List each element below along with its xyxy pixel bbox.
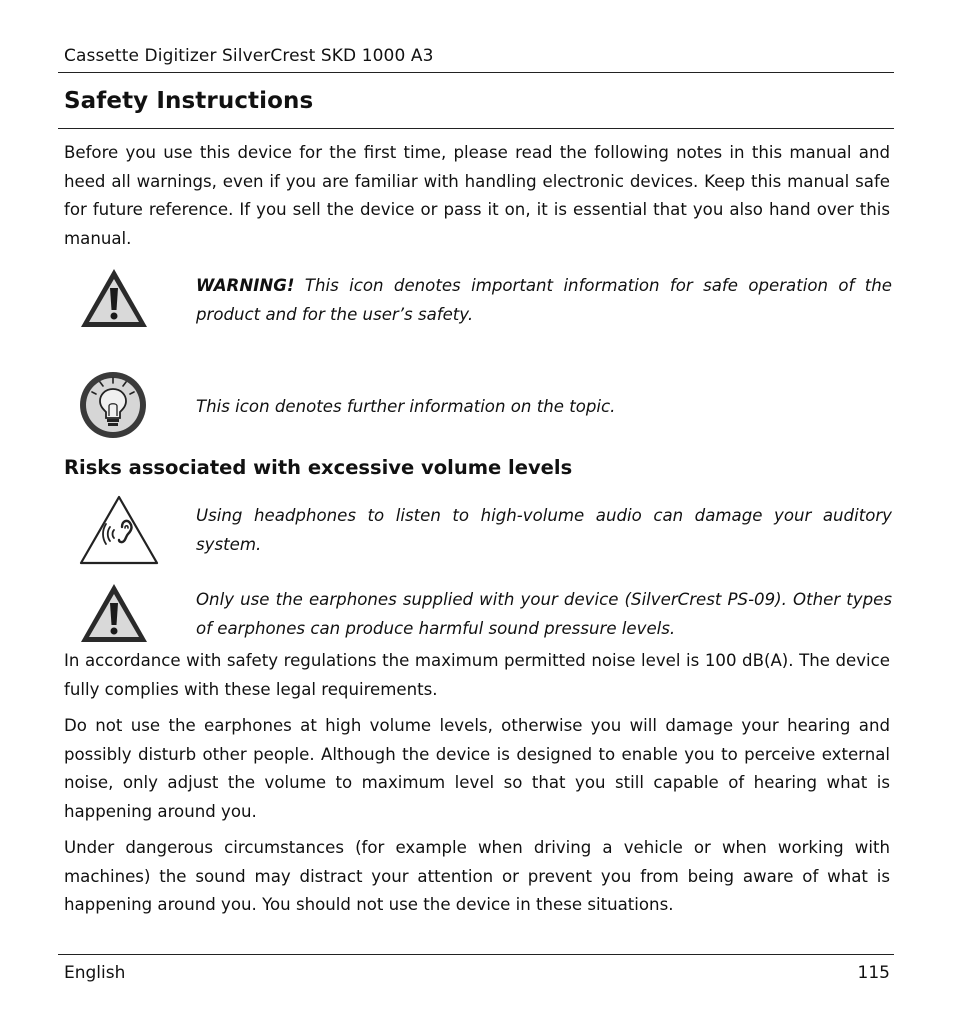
headphones-note: Using headphones to listen to high-volume audio can damage your auditory system.	[196, 506, 892, 554]
earphones-note: Only use the earphones supplied with your device (SilverCrest PS-09). Other types of earphones can produce harmful sound pressure levels.	[196, 590, 892, 638]
page-number: 115	[857, 963, 890, 983]
intro-paragraph: Before you use this device for the first time, please read the following notes in this manual and heed all warnings, even if you are familiar with handling electronic devices. Keep this manual safe for future reference. If you sell the device or pass it on, it is essential that you also hand over this manual.	[64, 143, 890, 248]
hearing-warning-icon	[78, 494, 160, 566]
dangerous-circumstances-paragraph: Under dangerous circumstances (for example when driving a vehicle or when working with machines) the sound may distract your attention or prevent you from being aware of what is happening around you. You should not use the device in these situations.	[64, 838, 890, 915]
noise-level-paragraph: In accordance with safety regulations the maximum permitted noise level is 100 dB(A). The device fully complies with these legal requirements.	[64, 651, 890, 699]
header-rule	[58, 72, 894, 73]
section-title-rule	[58, 128, 894, 129]
footer-language: English	[64, 963, 126, 983]
info-note: This icon denotes further information on the topic.	[196, 397, 616, 416]
lightbulb-icon	[78, 370, 148, 440]
warning-text: This icon denotes important information for safe operation of the product and for the user’s safety.	[196, 276, 892, 324]
section-title: Safety Instructions	[64, 88, 314, 114]
volume-paragraph: Do not use the earphones at high volume levels, otherwise you will damage your hearing and possibly disturb other people. Although the device is designed to enable you to perceive external noise, only adjust the volume to maximum level so that you still capable of hearing what is happening around you.	[64, 716, 890, 821]
warning-triangle-icon	[78, 582, 150, 644]
footer-rule	[58, 954, 894, 955]
warning-label: WARNING!	[196, 276, 295, 295]
warning-note	[196, 272, 892, 329]
subsection-title: Risks associated with excessive volume levels	[64, 456, 573, 479]
running-header: Cassette Digitizer SilverCrest SKD 1000 A3	[64, 46, 434, 66]
warning-triangle-icon	[78, 266, 150, 330]
